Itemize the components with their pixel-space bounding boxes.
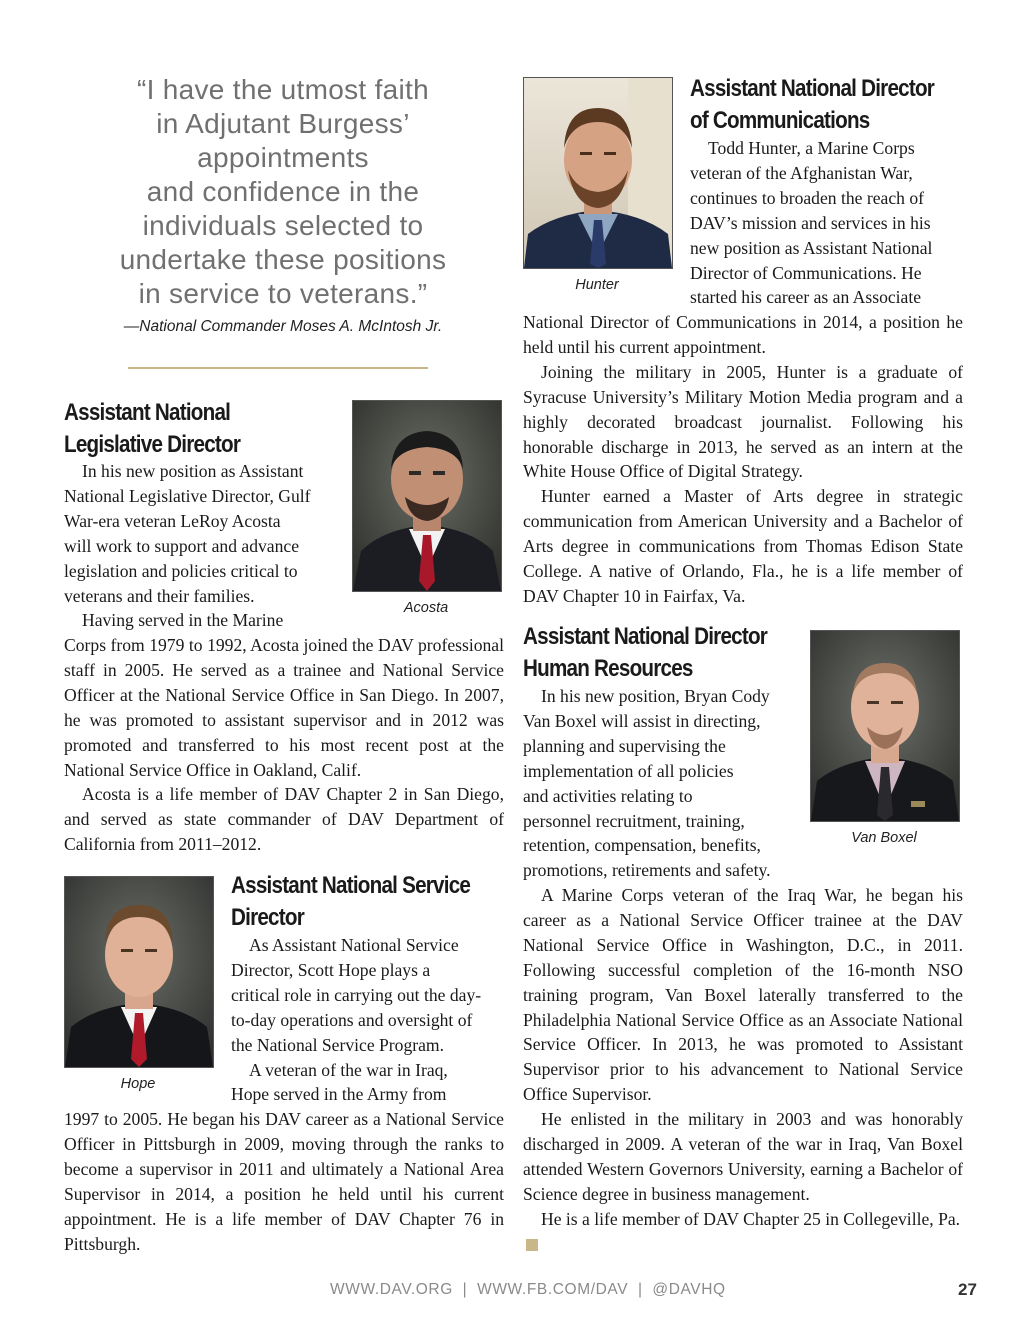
page-number: 27 bbox=[958, 1280, 977, 1299]
hope-caption: Hope bbox=[120, 1076, 156, 1092]
end-mark-icon bbox=[526, 1239, 538, 1251]
van-boxel-photo bbox=[810, 630, 960, 822]
footer-links: WWW.DAV.ORG | WWW.FB.COM/DAV | @DAVHQ bbox=[330, 1281, 726, 1298]
section-heading-line: Assistant National Director bbox=[690, 75, 935, 102]
text-line: promotions, retirements and safety. bbox=[523, 860, 771, 881]
text-line: A veteran of the war in Iraq, bbox=[249, 1059, 448, 1080]
quote-attribution: —National Commander Moses A. McIntosh Jr. bbox=[123, 318, 443, 335]
communications-body-wrap bbox=[690, 136, 965, 310]
paragraph: 1997 to 2005. He began his DAV career as a National Service Officer in Pittsburgh in 2009, moving through the ranks to become a supervisor in 2011 and ultimately a National Area Supervisor in 2014, a position he held until his current appointment. He is a life member of DAV Chapter 76 in Pittsburgh. bbox=[64, 1109, 504, 1254]
text-line: As Assistant National Service bbox=[249, 935, 459, 955]
pull-quote bbox=[92, 73, 474, 311]
paragraph-text: He is a life member of DAV Chapter 25 in Collegeville, Pa. bbox=[541, 1208, 961, 1229]
section-heading-line: Assistant National Director bbox=[523, 623, 768, 650]
paragraph: Joining the military in 2005, Hunter is a graduate of Syracuse University’s Military Motion Media program and a highly decorated broadcast journalist. Following his honorable discharge in 2013, he served as an intern at the White House Office of Digital Strategy. bbox=[523, 361, 963, 482]
hr-body bbox=[523, 883, 963, 1257]
text-line: the National Service Program. bbox=[231, 1034, 445, 1055]
paragraph: He enlisted in the military in 2003 and was honorably discharged in 2009. A veteran of the war in Iraq, Van Boxel attended Western Governors University, earning a Bachelor of Science degree in business management. bbox=[523, 1109, 963, 1204]
text-line: personnel recruitment, training, bbox=[523, 810, 745, 831]
section-heading-line: of Communications bbox=[690, 107, 870, 134]
text-line: Van Boxel will assist in directing, bbox=[523, 710, 761, 731]
text-line: legislation and policies critical to bbox=[64, 560, 298, 581]
quote-line: appointments bbox=[197, 142, 369, 173]
section-heading-line: Director bbox=[231, 904, 304, 931]
quote-line: in Adjutant Burgess’ bbox=[156, 108, 410, 139]
text-line: to-day operations and oversight of bbox=[231, 1009, 473, 1030]
text-line: DAV’s mission and services in his bbox=[690, 212, 931, 233]
text-line: will work to support and advance bbox=[64, 535, 300, 556]
paragraph bbox=[523, 1207, 963, 1257]
acosta-photo bbox=[352, 400, 502, 592]
hunter-photo bbox=[523, 77, 673, 269]
communications-heading bbox=[690, 73, 974, 137]
van-boxel-caption: Van Boxel bbox=[851, 830, 917, 846]
section-heading-line: Human Resources bbox=[523, 655, 693, 682]
paragraph: National Director of Communications in 2014, a position he held until his current appointment. bbox=[523, 312, 963, 357]
quote-line: and confidence in the bbox=[146, 176, 420, 207]
service-body-wrap bbox=[231, 933, 506, 1107]
legislative-body bbox=[64, 633, 504, 857]
paragraph: Acosta is a life member of DAV Chapter 2 in San Diego, and served as state commander of DAV Department of California from 2011–2012. bbox=[64, 784, 504, 855]
text-line: new position as Assistant National bbox=[690, 237, 933, 258]
text-line: Hope served in the Army from bbox=[231, 1084, 447, 1105]
service-body bbox=[64, 1107, 504, 1256]
communications-body bbox=[523, 310, 963, 609]
text-line: Director, Scott Hope plays a bbox=[231, 959, 431, 980]
text-line: continues to broaden the reach of bbox=[690, 187, 925, 208]
text-line: implementation of all policies bbox=[523, 760, 734, 781]
section-heading-line: Legislative Director bbox=[64, 431, 241, 458]
quote-line: in service to veterans.” bbox=[138, 278, 428, 309]
quote-line: individuals selected to bbox=[142, 210, 424, 241]
hope-photo bbox=[64, 876, 214, 1068]
paragraph: A Marine Corps veteran of the Iraq War, he began his career as a National Service Officer trainee at the DAV National Service Office in Washington, D.C., in 2011. Following successful completion of the 16-month NSO training program, Van Boxel laterally transferred to the Philadelphia National Service Office as an Associate National Service Officer. In 2013, he was promoted to Assistant Supervisor prior to his advancement to National Service Office Supervisor. bbox=[523, 885, 963, 1105]
text-line: Todd Hunter, a Marine Corps bbox=[708, 138, 915, 158]
text-line: In his new position as Assistant bbox=[82, 461, 304, 481]
text-line: War-era veteran LeRoy Acosta bbox=[64, 510, 281, 531]
text-line: National Legislative Director, Gulf bbox=[64, 485, 311, 506]
legislative-heading bbox=[64, 397, 269, 461]
section-heading-line: Assistant National bbox=[64, 399, 231, 426]
hr-heading bbox=[523, 621, 807, 685]
section-heading-line: Assistant National Service bbox=[231, 872, 471, 899]
paragraph: Hunter earned a Master of Arts degree in strategic communication from American University and a Bachelor of Arts degree in communications from Thomas Edison State College. A native of Orlando, Fla., he is a life member of DAV Chapter 10 in Fairfax, Va. bbox=[523, 486, 963, 606]
hr-body-wrap bbox=[523, 684, 808, 883]
hunter-caption: Hunter bbox=[575, 277, 619, 293]
text-line: Having served in the Marine bbox=[82, 610, 284, 631]
paragraph: Corps from 1979 to 1992, Acosta joined the DAV professional staff in 2005. He served as a trainee and National Service Officer at the National Service Office in San Diego. In 2007, he was promoted to assistant supervisor and in 2012 was promoted and transferred to his most recent post at the National Service Office in Oakland, Calif. bbox=[64, 635, 504, 780]
quote-line: undertake these positions bbox=[119, 244, 447, 275]
text-line: critical role in carrying out the day- bbox=[231, 984, 482, 1005]
text-line: retention, compensation, benefits, bbox=[523, 835, 761, 856]
divider-rule bbox=[128, 367, 428, 369]
text-line: veteran of the Afghanistan War, bbox=[690, 162, 913, 183]
text-line: started his career as an Associate bbox=[690, 287, 922, 308]
text-line: Director of Communications. He bbox=[690, 262, 922, 283]
acosta-caption: Acosta bbox=[403, 600, 449, 616]
legislative-body-wrap bbox=[64, 459, 354, 633]
quote-line: “I have the utmost faith bbox=[136, 74, 429, 105]
text-line: planning and supervising the bbox=[523, 735, 726, 756]
text-line: veterans and their families. bbox=[64, 585, 255, 606]
text-line: and activities relating to bbox=[523, 785, 693, 806]
text-line: In his new position, Bryan Cody bbox=[541, 686, 770, 706]
service-heading bbox=[231, 870, 509, 934]
